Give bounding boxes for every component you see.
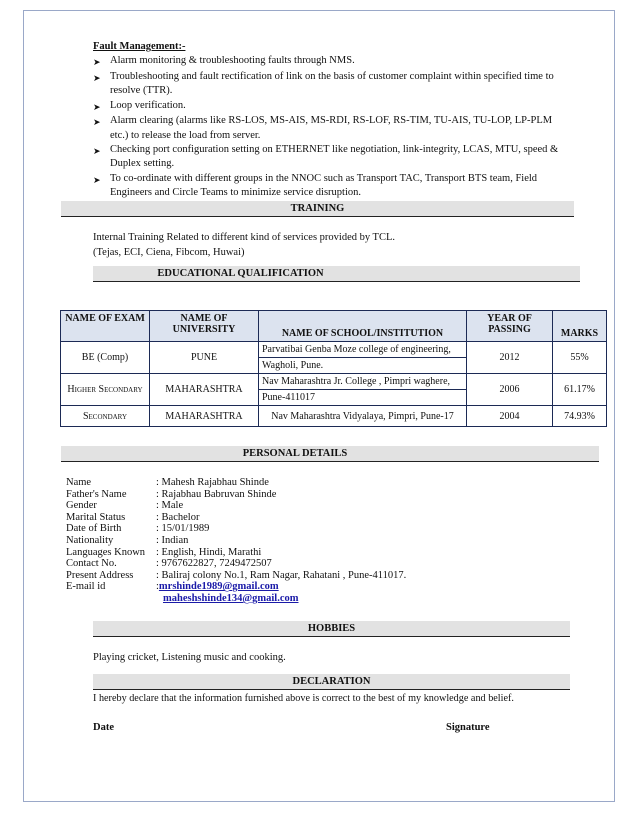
fault-management-title: Fault Management:- xyxy=(93,41,186,52)
detail-value: : Indian xyxy=(156,534,189,546)
detail-row xyxy=(66,523,406,535)
table-row xyxy=(61,406,607,427)
email-link-1[interactable]: mrshinde1989@gmail.com xyxy=(158,581,279,593)
detail-value: : Mahesh Rajabhau Shinde xyxy=(156,477,269,488)
table-row xyxy=(61,374,607,390)
date-label: Date xyxy=(93,722,114,733)
detail-label: Contact No. xyxy=(66,558,117,570)
cell-school-line2: Pune-411017 xyxy=(259,390,467,406)
cell-year: 2006 xyxy=(467,374,553,406)
detail-row xyxy=(66,500,406,512)
header-year: YEAR OF PASSING xyxy=(467,311,553,342)
list-item xyxy=(93,143,563,172)
list-item-text: Checking port configuration setting on ETHERNET like negotiation, link-integrity, LCAS, MTU, speed & Duplex setting. xyxy=(110,143,559,170)
list-item xyxy=(93,99,563,114)
email-label: E-mail id xyxy=(66,581,106,593)
training-line-2: (Tejas, ECI, Ciena, Fibcom, Huwai) xyxy=(93,247,245,258)
cell-year: 2012 xyxy=(467,342,553,374)
arrow-bullet-icon: ➤ xyxy=(93,145,101,156)
detail-value: : Bachelor xyxy=(156,511,200,523)
list-item xyxy=(93,54,563,69)
detail-row xyxy=(66,547,406,559)
cell-school-line2: Wagholi, Pune. xyxy=(259,358,467,374)
fault-management-list xyxy=(93,54,563,201)
education-heading xyxy=(93,266,580,282)
arrow-bullet-icon: ➤ xyxy=(93,57,101,67)
spacer xyxy=(66,593,156,605)
training-line-1: Internal Training Related to different kind of services provided by TCL. xyxy=(93,232,396,243)
header-exam: NAME OF EXAM xyxy=(61,311,150,342)
detail-label: Father's Name xyxy=(66,488,127,500)
detail-row xyxy=(66,570,406,582)
detail-label: Gender xyxy=(66,500,97,512)
email-link-2[interactable]: maheshshinde134@gmail.com xyxy=(163,592,299,604)
cell-marks: 74.93% xyxy=(553,406,607,427)
signature-label: Signature xyxy=(446,722,490,733)
detail-label: Date of Birth xyxy=(66,523,122,535)
list-item xyxy=(93,70,563,99)
detail-value: : 15/01/1989 xyxy=(156,523,210,535)
detail-label: Name xyxy=(66,477,92,488)
personal-details xyxy=(66,477,406,605)
detail-row xyxy=(66,512,406,524)
education-heading-text: EDUCATIONAL QUALIFICATION xyxy=(157,268,324,279)
cell-university: MAHARASHTRA xyxy=(150,374,259,406)
declaration-text: I hereby declare that the information furnished above is correct to the best of my knowledge and belief. xyxy=(93,693,514,704)
cell-marks: 61.17% xyxy=(553,374,607,406)
cell-school-line1: Parvatibai Genba Moze college of engineering, xyxy=(259,342,467,358)
arrow-bullet-icon: ➤ xyxy=(93,72,101,83)
list-item-text: Loop verification. xyxy=(110,99,186,111)
table-header-row xyxy=(61,311,607,342)
arrow-bullet-icon: ➤ xyxy=(93,174,101,185)
education-table xyxy=(60,310,607,427)
detail-value: : English, Hindi, Marathi xyxy=(156,546,262,558)
cell-exam: Higher Secondary xyxy=(61,374,150,406)
personal-heading xyxy=(61,446,599,462)
list-item-text: Alarm monitoring & troubleshooting faults through NMS. xyxy=(110,55,355,66)
list-item xyxy=(93,172,563,201)
detail-value: : 9767622827, 7249472507 xyxy=(156,558,272,570)
declaration-heading: DECLARATION xyxy=(93,674,570,690)
personal-heading-text: PERSONAL DETAILS xyxy=(242,448,348,459)
detail-value: : Rajabhau Babruvan Shinde xyxy=(156,488,277,500)
list-item-text: Alarm clearing (alarms like RS-LOS, MS-AIS, MS-RDI, RS-LOF, RS-TIM, TU-AIS, TU-LOP, LP-PLM etc.) to release the load from server. xyxy=(110,115,553,141)
detail-row xyxy=(66,489,406,501)
hobbies-text: Playing cricket, Listening music and cooking. xyxy=(93,652,286,663)
arrow-bullet-icon: ➤ xyxy=(93,117,101,128)
cell-school-line1: Nav Maharashtra Vidyalaya, Pimpri, Pune-17 xyxy=(259,406,467,427)
detail-row xyxy=(66,593,406,605)
cell-exam: Secondary xyxy=(61,406,150,427)
list-item-text: Troubleshooting and fault rectification of link on the basis of customer complaint within specified time to resolve (TTR). xyxy=(110,70,554,97)
detail-row xyxy=(66,581,406,593)
training-heading: TRAINING xyxy=(61,201,574,217)
cell-university: PUNE xyxy=(150,342,259,374)
detail-value: : Male xyxy=(156,500,184,512)
detail-value: : Baliraj colony No.1, Ram Nagar, Rahatani , Pune-411017. xyxy=(156,569,407,581)
hobbies-heading: HOBBIES xyxy=(93,621,570,637)
header-university: NAME OF UNIVERSITY xyxy=(150,311,259,342)
header-school: NAME OF SCHOOL/INSTITUTION xyxy=(259,311,467,342)
table-row xyxy=(61,342,607,358)
detail-label: Marital Status xyxy=(66,511,126,523)
header-marks: MARKS xyxy=(553,311,607,342)
arrow-bullet-icon: ➤ xyxy=(93,101,101,112)
detail-label: Languages Known xyxy=(66,546,146,558)
cell-marks: 55% xyxy=(553,342,607,374)
detail-label: Present Address xyxy=(66,569,134,581)
detail-row xyxy=(66,558,406,570)
cell-exam: BE (Comp) xyxy=(61,342,150,374)
list-item xyxy=(93,114,563,143)
detail-label: Nationality xyxy=(66,534,114,546)
detail-row xyxy=(66,535,406,547)
cell-school-line1: Nav Maharashtra Jr. College , Pimpri waghere, xyxy=(259,374,467,390)
cell-year: 2004 xyxy=(467,406,553,427)
cell-university: MAHARASHTRA xyxy=(150,406,259,427)
list-item-text: To co-ordinate with different groups in the NNOC such as Transport TAC, Transport BTS team, Field Engineers and Circle Teams to minimize service disruption. xyxy=(110,172,538,199)
detail-row xyxy=(66,477,406,489)
email-prefix: : xyxy=(156,581,159,593)
